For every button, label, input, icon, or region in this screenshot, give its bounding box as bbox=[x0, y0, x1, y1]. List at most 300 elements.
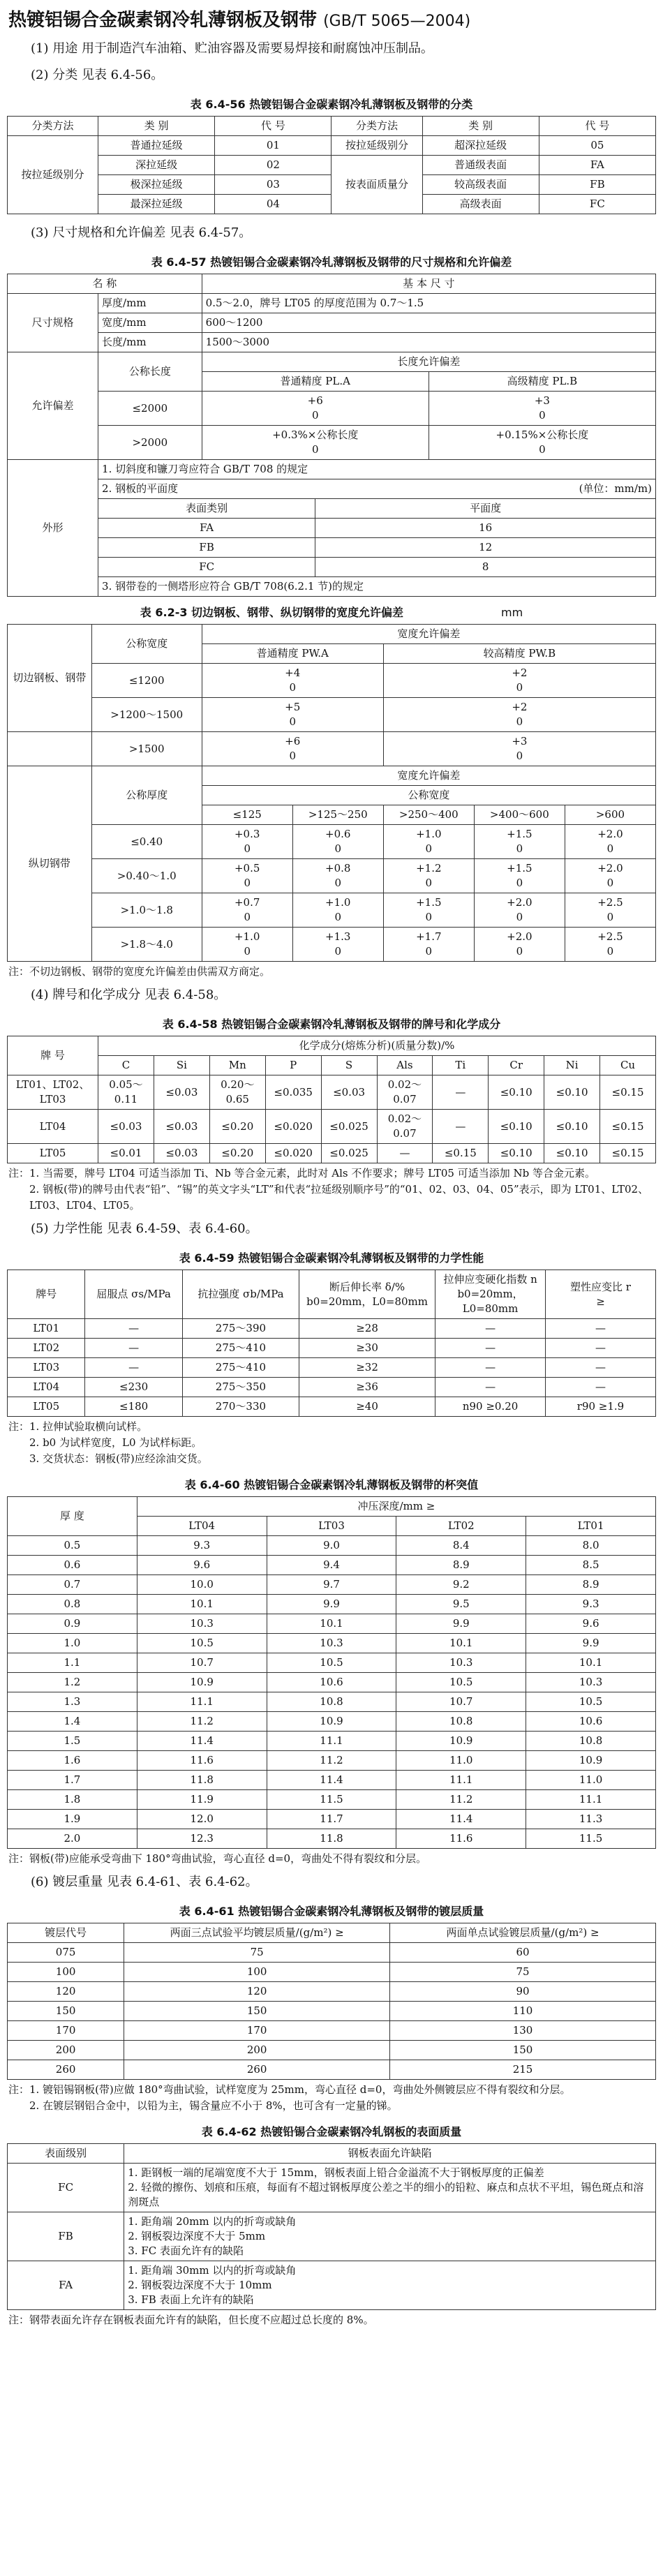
tolerance-minus: 0 bbox=[539, 443, 546, 456]
title-text: 热镀铝锡合金碳素钢冷轧薄钢板及钢带 bbox=[8, 10, 318, 31]
table-row bbox=[8, 1810, 656, 1829]
group-cell: 按表面质量分 bbox=[332, 156, 422, 214]
header-cell: P bbox=[265, 1056, 321, 1075]
header-cell: 钢板表面允许缺陷 bbox=[124, 2144, 656, 2164]
table-cell: 9.9 bbox=[267, 1595, 396, 1614]
table-6-4-58 bbox=[7, 1036, 656, 1163]
table-cell: 275～410 bbox=[182, 1339, 299, 1358]
table-cell: 170 bbox=[124, 2021, 390, 2041]
tolerance-plus: +2.5 bbox=[597, 896, 623, 909]
tolerance-plus: +1.5 bbox=[507, 828, 532, 840]
table-cell: 0.6 bbox=[8, 1556, 137, 1575]
table-cell: 11.0 bbox=[526, 1771, 656, 1790]
defect-line: 1. 距角端 20mm 以内的折弯或缺角 bbox=[128, 2215, 297, 2228]
table-cell: 10.9 bbox=[137, 1673, 267, 1692]
table-cell: — bbox=[377, 1144, 433, 1163]
defect-line: 2. 钢板裂边深度不大于 5mm bbox=[128, 2230, 266, 2242]
table-cell: 0.5 bbox=[8, 1536, 137, 1556]
table-cell: 8.4 bbox=[396, 1536, 526, 1556]
table-row bbox=[8, 1319, 656, 1339]
table-6-4-61 bbox=[7, 1923, 656, 2080]
table-cell: 超深拉延级 bbox=[422, 136, 539, 156]
table-cell: 10.5 bbox=[267, 1653, 396, 1673]
header-cell: 较高精度 PW.B bbox=[383, 644, 655, 664]
table-cell: ≤0.03 bbox=[154, 1144, 209, 1163]
table-cell: 10.1 bbox=[137, 1595, 267, 1614]
tolerance-minus: 0 bbox=[516, 681, 523, 694]
table-cell: ≤0.10 bbox=[489, 1110, 544, 1144]
tolerance-minus: 0 bbox=[334, 945, 342, 958]
table-cell: 11.4 bbox=[267, 1771, 396, 1790]
tolerance-plus: +3 bbox=[534, 394, 550, 407]
table-row bbox=[8, 1536, 656, 1556]
table-cell: — bbox=[85, 1358, 182, 1378]
defect-line: 2. 钢板裂边深度不大于 10mm bbox=[128, 2279, 272, 2291]
header-cell: >400～600 bbox=[474, 805, 565, 825]
table-cell: >1200～1500 bbox=[91, 698, 202, 732]
table-cell: 深拉延级 bbox=[98, 156, 215, 175]
table-row bbox=[8, 1378, 656, 1397]
tolerance-minus: 0 bbox=[334, 877, 342, 889]
table-cell: ≤0.10 bbox=[544, 1075, 600, 1110]
table-cell: 0.02～0.07 bbox=[377, 1075, 433, 1110]
table-cell: >1500 bbox=[91, 732, 202, 766]
table-cell: 150 bbox=[390, 2041, 656, 2060]
table-cell: 110 bbox=[390, 2002, 656, 2021]
table-cell: 01 bbox=[215, 136, 332, 156]
header-cell: >600 bbox=[565, 805, 655, 825]
table-cell: FB bbox=[539, 175, 655, 195]
table-cell: — bbox=[435, 1319, 546, 1339]
table-cell: — bbox=[435, 1339, 546, 1358]
table-6-4-61-caption: 表 6.4-61 热镀铝锡合金碳素钢冷轧薄钢板及钢带的镀层质量 bbox=[179, 1905, 484, 1918]
tolerance-plus: +2.0 bbox=[507, 930, 532, 943]
table-cell: — bbox=[546, 1358, 656, 1378]
table-cell: 厚度/mm bbox=[98, 294, 202, 313]
table-6-4-62-note: 注：钢带表面允许存在钢板表面允许有的缺陷，但长度不应超过总长度的 8%。 bbox=[8, 2314, 374, 2326]
table-cell: 11.8 bbox=[267, 1829, 396, 1849]
table-cell: LT01、LT02、LT03 bbox=[8, 1075, 98, 1110]
table-cell: 11.2 bbox=[396, 1790, 526, 1810]
tolerance-minus: 0 bbox=[606, 911, 614, 923]
group-cell: 纵切钢带 bbox=[8, 766, 92, 962]
table-cell: 11.6 bbox=[396, 1829, 526, 1849]
table-cell: 275～410 bbox=[182, 1358, 299, 1378]
table-cell: ≤0.025 bbox=[321, 1110, 377, 1144]
tolerance-plus: +0.5 bbox=[234, 862, 260, 874]
table-row bbox=[8, 1653, 656, 1673]
table-cell: — bbox=[546, 1378, 656, 1397]
standard-code: (GB/T 5065—2004) bbox=[323, 13, 471, 30]
table-row bbox=[8, 1982, 656, 2002]
table-row bbox=[8, 1751, 656, 1771]
table-row bbox=[8, 1732, 656, 1751]
section-mechanical: (5) 力学性能 见表 6.4-59、表 6.4-60。 bbox=[31, 1221, 258, 1236]
table-cell: 9.2 bbox=[396, 1575, 526, 1595]
table-row bbox=[8, 1144, 656, 1163]
table-cell: 10.6 bbox=[267, 1673, 396, 1692]
table-cell: 12 bbox=[315, 538, 656, 558]
table-cell: — bbox=[435, 1358, 546, 1378]
note-line: 2. 在镀层钢铝合金中，以铅为主，锡含量应不小于 8%，也可含有一定量的锑。 bbox=[29, 2099, 398, 2112]
table-cell: 10.8 bbox=[267, 1692, 396, 1712]
table-cell: 较高级表面 bbox=[422, 175, 539, 195]
header-cell: 普通精度 PL.A bbox=[202, 372, 429, 392]
table-cell: 12.3 bbox=[137, 1829, 267, 1849]
table-cell: 0.5～2.0，牌号 LT05 的厚度范围为 0.7～1.5 bbox=[202, 294, 655, 313]
table-cell: 275～390 bbox=[182, 1319, 299, 1339]
tolerance-plus: +1.5 bbox=[507, 862, 532, 874]
table-cell: ≥28 bbox=[299, 1319, 435, 1339]
header-cell: 类 别 bbox=[98, 117, 215, 136]
tolerance-plus: +0.15%×公称长度 bbox=[496, 429, 589, 441]
table-row bbox=[8, 1790, 656, 1810]
table-6-4-59-caption: 表 6.4-59 热镀铝锡合金碳素钢冷轧薄钢板及钢带的力学性能 bbox=[179, 1251, 484, 1265]
header-cell: >125～250 bbox=[292, 805, 383, 825]
tolerance-plus: +2 bbox=[512, 701, 528, 713]
table-6-4-60-caption: 表 6.4-60 热镀铝锡合金碳素钢冷轧薄钢板及钢带的杯突值 bbox=[184, 1478, 479, 1491]
table-cell: 11.1 bbox=[137, 1692, 267, 1712]
header-cell: 表面类别 bbox=[98, 499, 315, 519]
table-row bbox=[8, 1673, 656, 1692]
header-cell: 表面级别 bbox=[8, 2144, 124, 2164]
table-6-2-3-caption bbox=[0, 604, 663, 620]
table-row bbox=[8, 1614, 656, 1634]
table-6-4-60 bbox=[7, 1496, 656, 1849]
tolerance-minus: 0 bbox=[516, 877, 523, 889]
table-6-4-58-notes bbox=[0, 1163, 663, 1216]
table-6-4-62 bbox=[7, 2143, 656, 2310]
tolerance-minus: 0 bbox=[606, 842, 614, 855]
table-cell: 0.02～0.07 bbox=[377, 1110, 433, 1144]
section-coating: (6) 镀层重量 见表 6.4-61、表 6.4-62。 bbox=[31, 1875, 258, 1889]
table-cell: 长度/mm bbox=[98, 333, 202, 352]
table-cell: 11.1 bbox=[267, 1732, 396, 1751]
table-cell: LT02 bbox=[8, 1339, 85, 1358]
table-cell: 9.7 bbox=[267, 1575, 396, 1595]
table-cell: 10.9 bbox=[267, 1712, 396, 1732]
table-cell: 10.8 bbox=[396, 1712, 526, 1732]
unit-label: (单位：mm/m) bbox=[579, 482, 652, 495]
table-cell: ≤180 bbox=[85, 1397, 182, 1417]
table-cell: — bbox=[546, 1339, 656, 1358]
table-cell: ≤0.035 bbox=[265, 1075, 321, 1110]
header-cell: 公称长度 bbox=[98, 352, 202, 392]
tolerance-minus: 0 bbox=[311, 443, 319, 456]
table-cell: 9.6 bbox=[526, 1614, 656, 1634]
table-cell: 1.1 bbox=[8, 1653, 137, 1673]
table-cell: 11.8 bbox=[137, 1771, 267, 1790]
header-cell: Cr bbox=[489, 1056, 544, 1075]
table-row bbox=[8, 1712, 656, 1732]
table-cell: 1.0 bbox=[8, 1634, 137, 1653]
table-cell: 120 bbox=[8, 1982, 124, 2002]
table-row bbox=[8, 2002, 656, 2021]
table-cell: 1.5 bbox=[8, 1732, 137, 1751]
header-cell: 屈服点 σs/MPa bbox=[85, 1270, 182, 1319]
table-cell: ≤0.15 bbox=[433, 1144, 489, 1163]
table-cell: 最深拉延级 bbox=[98, 195, 215, 214]
table-cell: 170 bbox=[8, 2021, 124, 2041]
table-cell: 11.5 bbox=[526, 1829, 656, 1849]
table-cell: 1.9 bbox=[8, 1810, 137, 1829]
header-cell: 厚 度 bbox=[8, 1497, 137, 1536]
table-cell: 10.3 bbox=[137, 1614, 267, 1634]
group-cell: 允许偏差 bbox=[8, 352, 98, 460]
table-row bbox=[8, 1075, 656, 1110]
table-cell: 1.7 bbox=[8, 1771, 137, 1790]
table-cell: >2000 bbox=[98, 426, 202, 460]
table-cell: ≤0.20 bbox=[209, 1110, 265, 1144]
table-6-4-56 bbox=[7, 116, 656, 214]
table-cell: 1.4 bbox=[8, 1712, 137, 1732]
section-classification: (2) 分类 见表 6.4-56。 bbox=[31, 68, 164, 82]
table-row bbox=[8, 1110, 656, 1144]
header-cell: LT01 bbox=[526, 1517, 656, 1536]
table-cell: 10.1 bbox=[396, 1634, 526, 1653]
table-cell: ≤0.15 bbox=[600, 1110, 656, 1144]
note-line: 注：1. 当需要，牌号 LT04 可适当添加 Ti、Nb 等合金元素，此时对 Als 不作要求；牌号 LT05 可适当添加 Nb 等合金元素。 bbox=[8, 1167, 596, 1179]
group-cell: 切边钢板、钢带 bbox=[8, 625, 92, 732]
table-row bbox=[8, 1339, 656, 1358]
table-row bbox=[8, 1943, 656, 1963]
header-cell: 两面单点试验镀层质量/(g/m²) ≥ bbox=[390, 1923, 656, 1943]
header-cell: 公称宽度 bbox=[202, 786, 655, 805]
table-cell: 10.3 bbox=[526, 1673, 656, 1692]
table-cell: 75 bbox=[124, 1943, 390, 1963]
table-row bbox=[8, 1771, 656, 1790]
table-row bbox=[8, 1397, 656, 1417]
header-cell: 平面度 bbox=[315, 499, 656, 519]
table-cell: 10.3 bbox=[396, 1653, 526, 1673]
table-cell: 11.3 bbox=[526, 1810, 656, 1829]
tolerance-plus: +0.6 bbox=[325, 828, 351, 840]
table-cell: 260 bbox=[124, 2060, 390, 2080]
table-cell: ≤1200 bbox=[91, 664, 202, 698]
header-subtext: b0=20mm，L0=80mm bbox=[306, 1295, 428, 1308]
tolerance-plus: +1.0 bbox=[325, 896, 351, 909]
table-6-2-3 bbox=[7, 624, 656, 962]
tolerance-minus: 0 bbox=[289, 681, 296, 694]
table-cell: 0.8 bbox=[8, 1595, 137, 1614]
header-cell: 分类方法 bbox=[8, 117, 98, 136]
header-cell: Si bbox=[154, 1056, 209, 1075]
header-cell: 两面三点试验平均镀层质量/(g/m²) ≥ bbox=[124, 1923, 390, 1943]
note-line: 3. 交货状态：钢板(带)应经涂油交货。 bbox=[29, 1452, 208, 1465]
table-row bbox=[8, 1634, 656, 1653]
table-cell: 8.9 bbox=[526, 1575, 656, 1595]
table-cell: 03 bbox=[215, 175, 332, 195]
table-row bbox=[8, 2041, 656, 2060]
header-cell: C bbox=[98, 1056, 154, 1075]
table-cell: 10.5 bbox=[137, 1634, 267, 1653]
table-cell: 10.3 bbox=[267, 1634, 396, 1653]
table-cell: 10.0 bbox=[137, 1575, 267, 1595]
table-cell: 130 bbox=[390, 2021, 656, 2041]
table-cell: 10.5 bbox=[396, 1673, 526, 1692]
table-cell: LT03 bbox=[8, 1358, 85, 1378]
tolerance-minus: 0 bbox=[334, 911, 342, 923]
table-cell: 11.2 bbox=[137, 1712, 267, 1732]
tolerance-plus: +2.0 bbox=[597, 862, 623, 874]
table-cell: 150 bbox=[8, 2002, 124, 2021]
defect-line: 1. 距角端 30mm 以内的折弯或缺角 bbox=[128, 2264, 297, 2277]
table-6-4-59 bbox=[7, 1270, 656, 1417]
tolerance-plus: +0.8 bbox=[325, 862, 351, 874]
table-cell: 11.4 bbox=[396, 1810, 526, 1829]
table-cell: 150 bbox=[124, 2002, 390, 2021]
table-cell: ≤0.01 bbox=[98, 1144, 154, 1163]
tolerance-minus: 0 bbox=[289, 750, 296, 762]
table-cell: — bbox=[85, 1319, 182, 1339]
flatness-label: 2. 钢板的平面度 bbox=[102, 482, 179, 495]
table-cell: 9.3 bbox=[526, 1595, 656, 1614]
table-cell: FA bbox=[98, 519, 315, 538]
tolerance-plus: +6 bbox=[307, 394, 323, 407]
document-title bbox=[0, 0, 663, 36]
table-cell: 11.1 bbox=[396, 1771, 526, 1790]
header-cell: LT03 bbox=[267, 1517, 396, 1536]
table-cell: 1. 切斜度和镰刀弯应符合 GB/T 708 的规定 bbox=[98, 460, 656, 479]
tolerance-plus: +2.0 bbox=[597, 828, 623, 840]
header-cell: 镀层代号 bbox=[8, 1923, 124, 1943]
table-cell: 90 bbox=[390, 1982, 656, 2002]
tolerance-minus: 0 bbox=[539, 409, 546, 422]
table-cell: 10.1 bbox=[526, 1653, 656, 1673]
tolerance-minus: 0 bbox=[244, 945, 251, 958]
table-cell: 9.3 bbox=[137, 1536, 267, 1556]
table-cell: ≤0.10 bbox=[489, 1075, 544, 1110]
defect-line: 1. 距钢板一端的尾端宽度不大于 15mm，钢板表面上铅合金溢流不大于钢板厚度的正偏差 bbox=[128, 2166, 544, 2179]
table-6-4-56-caption: 表 6.4-56 热镀铝锡合金碳素钢冷轧薄钢板及钢带的分类 bbox=[190, 98, 473, 111]
table-cell: 9.9 bbox=[526, 1634, 656, 1653]
table-cell: 11.6 bbox=[137, 1751, 267, 1771]
table-cell: 11.2 bbox=[267, 1751, 396, 1771]
table-cell: — bbox=[546, 1319, 656, 1339]
header-cell: Cu bbox=[600, 1056, 656, 1075]
table-cell: 075 bbox=[8, 1943, 124, 1963]
tolerance-minus: 0 bbox=[244, 842, 251, 855]
table-row bbox=[8, 1358, 656, 1378]
tolerance-minus: 0 bbox=[425, 842, 433, 855]
table-cell: 0.20～0.65 bbox=[209, 1075, 265, 1110]
table-6-4-57-caption: 表 6.4-57 热镀铝锡合金碳素钢冷轧薄钢板及钢带的尺寸规格和允许偏差 bbox=[151, 255, 512, 269]
tolerance-plus: +0.3 bbox=[234, 828, 260, 840]
tolerance-plus: +0.7 bbox=[234, 896, 260, 909]
table-cell: 10.5 bbox=[526, 1692, 656, 1712]
table-cell: 0.9 bbox=[8, 1614, 137, 1634]
table-cell: 120 bbox=[124, 1982, 390, 2002]
table-cell: r90 ≥1.9 bbox=[546, 1397, 656, 1417]
header-cell: 公称厚度 bbox=[91, 766, 202, 825]
section-dimensions: (3) 尺寸规格和允许偏差 见表 6.4-57。 bbox=[31, 225, 252, 240]
tolerance-minus: 0 bbox=[606, 945, 614, 958]
header-cell: S bbox=[321, 1056, 377, 1075]
tolerance-plus: +1.7 bbox=[416, 930, 442, 943]
table-6-4-61-notes bbox=[0, 2080, 663, 2116]
tolerance-minus: 0 bbox=[425, 945, 433, 958]
table-cell: ≤0.15 bbox=[600, 1144, 656, 1163]
table-cell: 02 bbox=[215, 156, 332, 175]
table-cell: LT04 bbox=[8, 1378, 85, 1397]
table-cell: 1.6 bbox=[8, 1751, 137, 1771]
table-cell: — bbox=[433, 1075, 489, 1110]
header-cell: Als bbox=[377, 1056, 433, 1075]
tolerance-plus: +3 bbox=[512, 735, 528, 747]
tolerance-minus: 0 bbox=[516, 750, 523, 762]
header-cell: 代 号 bbox=[215, 117, 332, 136]
table-cell: FB bbox=[98, 538, 315, 558]
header-text: 拉伸应变硬化指数 n bbox=[443, 1273, 537, 1286]
defect-line: 3. FB 表面上允许有的缺陷 bbox=[128, 2293, 254, 2306]
header-cell: LT04 bbox=[137, 1517, 267, 1536]
header-cell: >250～400 bbox=[383, 805, 474, 825]
table-cell: ≤0.40 bbox=[91, 825, 202, 859]
tolerance-minus: 0 bbox=[244, 911, 251, 923]
tolerance-plus: +2 bbox=[512, 667, 528, 679]
table-cell: ≥40 bbox=[299, 1397, 435, 1417]
tolerance-plus: +2.5 bbox=[597, 930, 623, 943]
tolerance-plus: +6 bbox=[285, 735, 301, 747]
header-cell: 高级精度 PL.B bbox=[429, 372, 655, 392]
table-cell: 9.0 bbox=[267, 1536, 396, 1556]
table-cell: ≤230 bbox=[85, 1378, 182, 1397]
table-cell: 260 bbox=[8, 2060, 124, 2080]
table-cell: LT01 bbox=[8, 1319, 85, 1339]
table-cell: 270～330 bbox=[182, 1397, 299, 1417]
table-cell: >0.40～1.0 bbox=[91, 859, 202, 893]
table-cell: 9.6 bbox=[137, 1556, 267, 1575]
header-cell: 牌号 bbox=[8, 1270, 85, 1319]
tolerance-plus: +0.3%×公称长度 bbox=[272, 429, 359, 441]
table-cell: 100 bbox=[8, 1963, 124, 1982]
header-cell: 普通精度 PW.A bbox=[202, 644, 383, 664]
table-cell: ≤0.03 bbox=[154, 1075, 209, 1110]
table-cell: 10.9 bbox=[396, 1732, 526, 1751]
table-cell: ≤0.20 bbox=[209, 1144, 265, 1163]
note-line: 2. 钢板(带)的牌号由代表“铅”、“锡”的英文字头“LT”和代表“拉延级别顺序号”的“01、02、03、04、05”表示，即为 LT01、LT02、LT03、LT04、LT05。 bbox=[29, 1183, 649, 1212]
table-cell: n90 ≥0.20 bbox=[435, 1397, 546, 1417]
table-row bbox=[8, 2021, 656, 2041]
header-cell: Ni bbox=[544, 1056, 600, 1075]
table-cell: 8.9 bbox=[396, 1556, 526, 1575]
header-text: 塑性应变比 r bbox=[570, 1280, 631, 1293]
table-cell: 1.3 bbox=[8, 1692, 137, 1712]
tolerance-minus: 0 bbox=[334, 842, 342, 855]
table-cell: 8.5 bbox=[526, 1556, 656, 1575]
table-cell: 11.7 bbox=[267, 1810, 396, 1829]
table-cell: >1.0～1.8 bbox=[91, 893, 202, 928]
table-cell: ≤0.10 bbox=[544, 1144, 600, 1163]
tolerance-minus: 0 bbox=[516, 911, 523, 923]
table-cell: 100 bbox=[124, 1963, 390, 1982]
table-cell: 10.6 bbox=[526, 1712, 656, 1732]
table-cell: ≤0.03 bbox=[154, 1110, 209, 1144]
table-cell: 10.8 bbox=[526, 1732, 656, 1751]
table-row bbox=[8, 1829, 656, 1849]
tolerance-plus: +1.0 bbox=[234, 930, 260, 943]
tolerance-minus: 0 bbox=[516, 945, 523, 958]
header-cell: Ti bbox=[433, 1056, 489, 1075]
table-cell: 200 bbox=[8, 2041, 124, 2060]
note-line: 2. b0 为试样宽度，L0 为试样标距。 bbox=[29, 1436, 202, 1449]
tolerance-plus: +1.2 bbox=[416, 862, 442, 874]
header-cell: 牌 号 bbox=[8, 1036, 98, 1075]
tolerance-minus: 0 bbox=[311, 409, 319, 422]
table-cell: >1.8～4.0 bbox=[91, 928, 202, 962]
table-cell: 10.7 bbox=[137, 1653, 267, 1673]
table-cell: 600～1200 bbox=[202, 313, 655, 333]
